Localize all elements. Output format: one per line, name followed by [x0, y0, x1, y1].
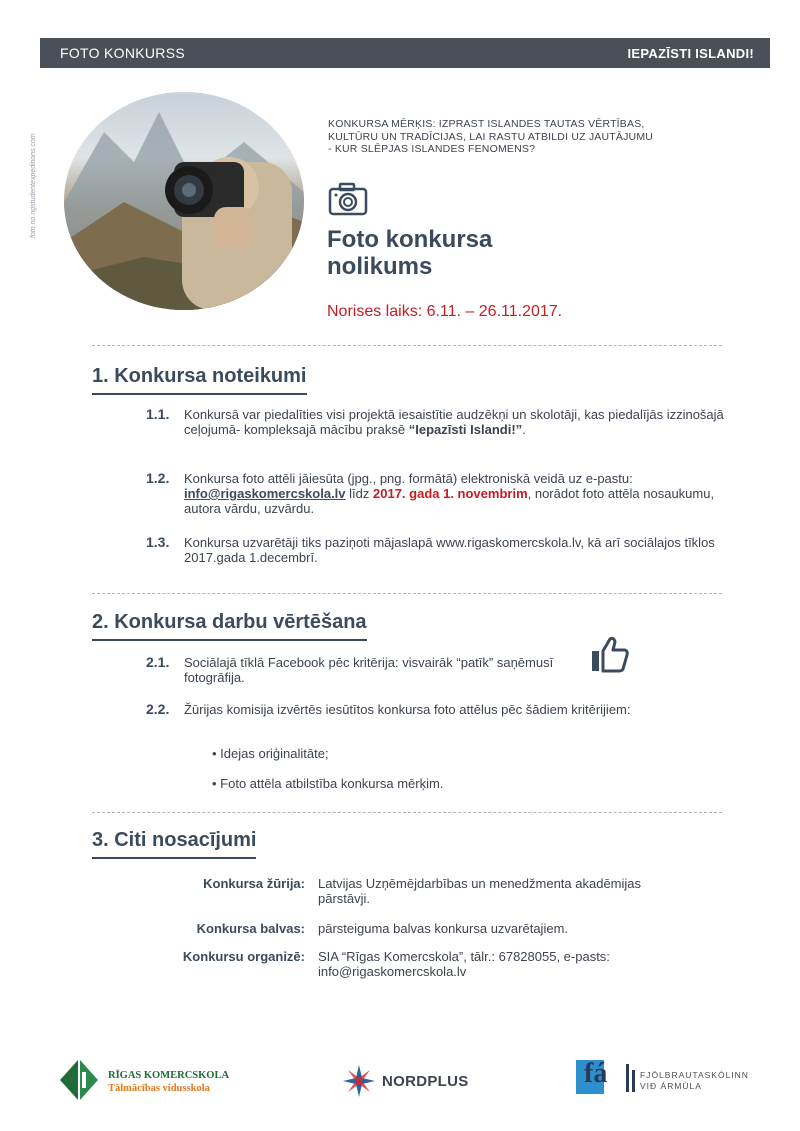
contest-dates: Norises laiks: 6.11. – 26.11.2017.	[327, 303, 563, 320]
criterion-originality: • Idejas oriģinalitāte;	[212, 746, 329, 761]
rk-emblem-icon	[58, 1056, 100, 1102]
photographer-photo	[64, 92, 304, 310]
rule-number: 2.1.	[146, 654, 170, 670]
rule-number: 1.3.	[146, 534, 170, 550]
rule-number: 1.1.	[146, 406, 170, 422]
rule-text: Konkursa uzvarētāji tiks paziņoti mājaslapā www.rigaskomercskola.lv, kā arī sociālajos tīklos 2017.gada 1.decembrī.	[184, 535, 715, 565]
contest-goal: KONKURSA MĒRĶIS: IZPRAST ISLANDES TAUTAS VĒRTĪBAS, KULTŪRU UN TRADĪCIJAS, LAI RASTU ATBILDI UZ JAUTĀJUMU - KUR SLĒPJAS ISLANDES FENOMENS?	[328, 118, 654, 155]
rule-2-1	[146, 655, 576, 685]
header-right: IEPAZĪSTI ISLANDI!	[627, 45, 754, 61]
organizer-value: SIA “Rīgas Komercskola”, tālr.: 67828055, e-pasts: info@rigaskomercskola.lv	[318, 949, 610, 979]
photo-illustration	[64, 92, 304, 310]
deadline: 2017. gada 1. novembrim	[373, 486, 528, 501]
organizer-label: Konkursu organizē:	[182, 949, 305, 964]
rule-text: Sociālajā tīklā Facebook pēc kritērija: visvairāk “patīk” saņēmusī fotogrāfija.	[184, 655, 554, 685]
fa-logo	[576, 1058, 776, 1098]
prizes-label: Konkursa balvas:	[196, 921, 305, 936]
fa-mark: fá	[584, 1058, 608, 1089]
divider	[92, 812, 722, 813]
rk-name: RĪGAS KOMERCSKOLA	[108, 1070, 230, 1081]
nordplus-star-icon	[342, 1064, 376, 1098]
fa-name-2: VIÐ ÁRMÚLA	[640, 1081, 702, 1091]
nordplus-logo	[342, 1064, 492, 1098]
camera-icon	[328, 182, 368, 216]
jury-value: Latvijas Uzņēmējdarbības un menedžmenta akadēmijas pārstāvji.	[318, 876, 642, 906]
photo-credit: foto no ngstudentexpeditions.com	[30, 133, 37, 238]
section-1-heading: 1. Konkursa noteikumi	[92, 365, 307, 395]
jury-label: Konkursa žūrija:	[203, 876, 305, 891]
rk-subtitle: Tālmācības vidusskola	[108, 1083, 210, 1094]
divider	[92, 345, 722, 346]
email-link[interactable]: info@rigaskomercskola.lv	[184, 486, 346, 501]
header-left: FOTO KONKURSS	[60, 45, 185, 61]
rule-text: Žūrijas komisija izvērtēs iesūtītos konkursa foto attēlus pēc šādiem kritērijiem:	[184, 702, 631, 717]
rigas-komercskola-logo	[58, 1056, 248, 1102]
rule-number: 1.2.	[146, 470, 170, 486]
title-line-1: Foto konkursa	[327, 226, 493, 253]
header-bar	[40, 38, 770, 68]
rule-1-3	[146, 535, 726, 565]
section-3-heading: 3. Citi nosacījumi	[92, 829, 256, 859]
page-title	[327, 226, 492, 280]
divider	[92, 593, 722, 594]
rule-1-2: 1.2. Konkursa foto attēli jāiesūta (jpg., png. formātā) elektroniskā veidā uz e-pastu: info@rigaskomercskola.lv līdz 2017. gada 1. novembrim, norādot foto attēla nosaukumu, autora vārdu, uzvārdu.	[146, 470, 715, 516]
rule-1-1: 1.1. Konkursā var piedalīties visi projektā iesaistītie audzēkņi un skolotāji, kas piedalījās izzinošajā ceļojumā- kompleksajā mācību praksē “Iepazīsti Islandi!”.	[146, 406, 724, 437]
section-2-heading: 2. Konkursa darbu vērtēšana	[92, 611, 367, 641]
fa-bar	[632, 1070, 635, 1092]
rule-number: 2.2.	[146, 701, 170, 717]
nordplus-name: NORDPLUS	[382, 1073, 469, 1090]
thumbs-up-icon	[590, 636, 630, 674]
title-line-2: nolikums	[327, 253, 433, 280]
fa-name-1: FJÖLBRAUTASKÓLINN	[640, 1070, 749, 1080]
rule-2-2	[146, 702, 726, 717]
prizes-value: pārsteiguma balvas konkursa uzvarētajiem.	[318, 921, 569, 936]
fa-bar	[626, 1064, 629, 1092]
criterion-relevance: • Foto attēla atbilstība konkursa mērķim.	[212, 776, 444, 791]
rule-text: Konkursā var piedalīties visi projektā iesaistītie audzēkņi un skolotāji, kas piedalījās izzinošajā ceļojumā- kompleksajā mācību praksē	[184, 407, 724, 437]
project-name: “Iepazīsti Islandi!”	[408, 422, 523, 437]
